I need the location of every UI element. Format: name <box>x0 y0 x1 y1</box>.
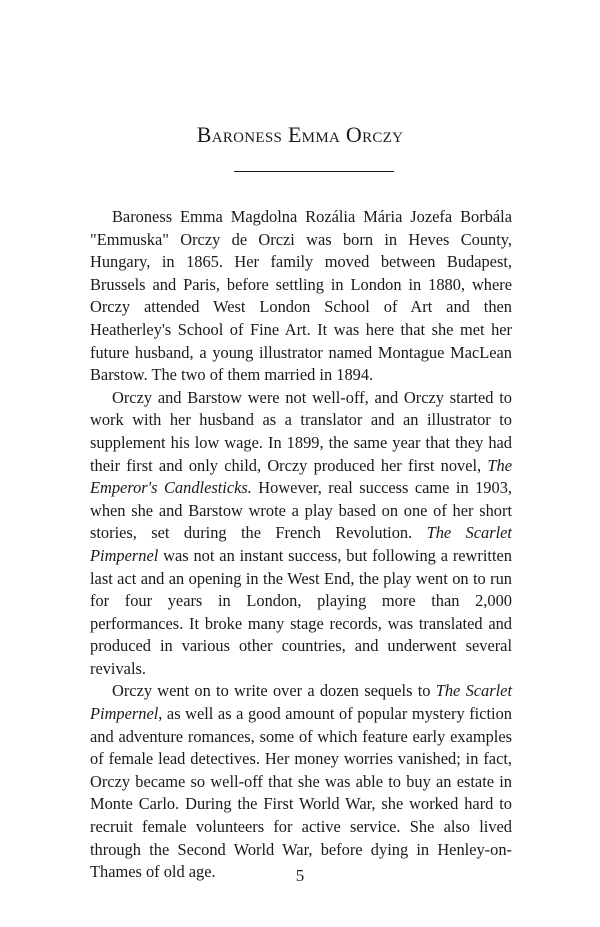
page-title: Baroness Emma Orczy <box>196 122 404 147</box>
text-segment: However, real success came in 1903, when she and Barstow wrote a play based on one of her short stories, set during the French Revolution. <box>90 478 512 543</box>
body-text <box>90 206 512 884</box>
text-segment: Orczy went on to write over a dozen sequels to <box>112 681 436 701</box>
title-divider <box>234 171 394 172</box>
paragraph-2 <box>90 387 512 681</box>
text-segment: Baroness Emma Magdolna Rozália Mária Jozefa Borbála "Emmuska" Orczy de Orczi was born in Heves County, Hungary, in 1865. Her family moved between Budapest, Brussels and Paris, before settling in London in 1880, where Orczy attended West London School of Art and then Heatherley's School of Fine Art. It was here that she met her future husband, a young illustrator named Montague MacLean Barstow. The two of them married in 1894. <box>90 207 512 385</box>
text-segment: Orczy and Barstow were not well-off, and Orczy started to work with her husband as a translator and an illustrator to supplement his low wage. In 1899, the same year that they had their first and only child, Orczy produced her first novel, <box>90 387 512 475</box>
page-number: 5 <box>295 866 305 885</box>
text-segment: as well as a good amount of popular mystery fiction and adventure romances, some of which feature early examples of female lead detectives. Her money worries vanished; in fact, Orczy became so well-off that she was able to buy an estate in Monte Carlo. During the First World War, she worked hard to recruit female volunteers for active service. She also lived through the Second World War, before dying in Henley-on-Thames of old age. <box>90 704 512 882</box>
book-title-emperors-candlesticks: The Emperor's Candlesticks. <box>90 455 512 498</box>
text-segment: was not an instant success, but following a rewritten last act and an opening in the West End, the play went on to run for four years in London, playing more than 2,000 performances. It broke many stage records, was translated and produced in various other countries, and underwent several revivals. <box>90 545 512 678</box>
paragraph-3 <box>90 680 512 883</box>
paragraph-1 <box>90 206 512 387</box>
book-title-scarlet-pimpernel: The Scarlet Pimpernel, <box>90 681 512 724</box>
play-title-scarlet-pimpernel: The Scarlet Pimpernel <box>90 523 512 565</box>
